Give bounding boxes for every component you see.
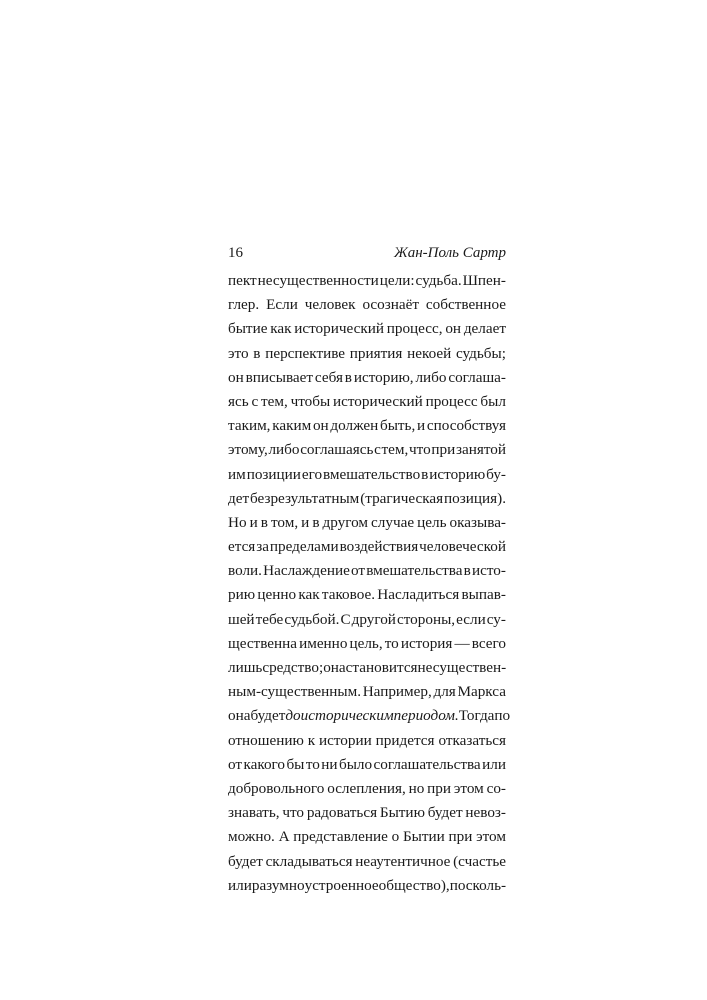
word: отношению xyxy=(228,731,304,749)
text-line xyxy=(228,729,506,753)
word: либо xyxy=(415,368,447,386)
word: С xyxy=(340,610,351,628)
word: будет xyxy=(250,707,286,725)
text-line xyxy=(228,317,506,341)
word: в xyxy=(260,513,268,531)
word: (счастье xyxy=(453,852,506,870)
word: процесс xyxy=(425,392,478,410)
word: позиция). xyxy=(444,489,506,507)
word: Бытию xyxy=(379,804,425,822)
word: к xyxy=(307,731,316,749)
word: тебе xyxy=(255,610,284,628)
word: средство; xyxy=(262,659,324,676)
word: су- xyxy=(486,610,506,628)
word: способствуя xyxy=(426,417,506,435)
word: пределами xyxy=(269,538,339,556)
word: если xyxy=(456,610,486,628)
word: судьбы; xyxy=(455,344,506,362)
word: складываться xyxy=(265,852,353,870)
text-line xyxy=(228,632,506,656)
word: судьбой. xyxy=(284,610,340,628)
word: вмешательства xyxy=(366,562,463,580)
word: этому, xyxy=(228,441,268,459)
word: выпав- xyxy=(461,586,506,604)
word: исто- xyxy=(471,562,506,580)
word: ется xyxy=(228,538,256,556)
word: некоей xyxy=(407,344,452,362)
word: делает xyxy=(463,320,506,338)
word: как xyxy=(298,586,320,604)
word: щественна xyxy=(228,634,298,652)
word: тем, xyxy=(261,392,288,410)
word: при xyxy=(431,441,456,459)
word: с xyxy=(251,392,259,410)
word: исторический xyxy=(294,320,384,338)
word: быть, xyxy=(379,417,416,435)
text-line xyxy=(228,753,506,777)
word: доисторическим xyxy=(285,707,394,725)
word: историю, xyxy=(353,368,414,386)
word: посколь- xyxy=(449,876,507,894)
word: человеческой xyxy=(419,538,506,556)
word: ясь xyxy=(228,392,249,410)
running-head xyxy=(228,240,506,267)
word: — xyxy=(454,634,470,652)
word: невоз- xyxy=(465,804,506,822)
word: добровольного xyxy=(228,779,325,797)
text-line xyxy=(228,680,506,704)
word: таким, xyxy=(228,417,271,435)
word: при xyxy=(448,828,473,846)
word: либо xyxy=(268,441,300,459)
word: будет xyxy=(427,804,463,822)
word: история xyxy=(400,634,453,652)
word: том, xyxy=(270,513,299,531)
word: представление xyxy=(293,828,388,846)
text-line xyxy=(228,293,506,317)
word: соглаша- xyxy=(448,368,506,386)
word: ослепления, xyxy=(327,779,406,797)
word: приятия xyxy=(349,344,403,362)
word: должен xyxy=(330,417,379,435)
word: в xyxy=(344,368,352,386)
word: лишь xyxy=(228,659,263,676)
word: и xyxy=(249,513,258,531)
word: можно. xyxy=(228,828,275,846)
text-line xyxy=(228,801,506,825)
word: Но xyxy=(228,513,247,531)
word: устроенное xyxy=(304,876,379,894)
word: таковое. xyxy=(321,586,376,604)
word: оказыва- xyxy=(449,513,506,531)
text-line xyxy=(228,583,506,607)
word: дет xyxy=(228,489,250,507)
word: цель xyxy=(417,513,447,531)
word: как xyxy=(270,320,292,338)
word: Тогда xyxy=(458,707,495,725)
word: им xyxy=(228,465,246,483)
word: другой xyxy=(351,610,396,628)
word: за xyxy=(256,538,269,556)
word: чтобы xyxy=(290,392,331,410)
word: его xyxy=(301,465,323,483)
word: Наслаждение xyxy=(263,562,350,580)
word: воздействия xyxy=(339,538,419,556)
word: в xyxy=(312,513,320,531)
word: перспективе xyxy=(265,344,346,362)
text-line xyxy=(228,438,506,462)
word: осознаёт xyxy=(362,296,419,314)
text-line xyxy=(228,874,506,898)
word: несуществен- xyxy=(417,659,507,676)
word: случае xyxy=(371,513,415,531)
word: пект xyxy=(228,272,257,289)
word: какого xyxy=(243,755,286,773)
word: Насладиться xyxy=(377,586,460,604)
word: ценно xyxy=(257,586,297,604)
word: и xyxy=(417,417,426,435)
word: в xyxy=(421,465,429,483)
word: Если xyxy=(266,296,298,314)
word: соглашаясь xyxy=(300,441,374,459)
word: в xyxy=(253,344,261,362)
word: каким xyxy=(272,417,312,435)
word: он xyxy=(312,417,329,435)
word: что xyxy=(282,804,305,822)
text-line xyxy=(228,463,506,487)
word: или xyxy=(482,755,506,773)
word: бытие xyxy=(228,320,268,338)
word: отказаться xyxy=(438,731,506,749)
word: несущественности xyxy=(257,272,379,289)
word: цели: xyxy=(379,272,415,289)
word: что xyxy=(409,441,431,459)
word: позиции xyxy=(246,465,301,483)
text-line xyxy=(228,535,506,559)
word: этом xyxy=(476,828,506,846)
word: историю xyxy=(429,465,486,483)
word: Бытии xyxy=(402,828,445,846)
word: истории xyxy=(319,731,372,749)
word: Например, xyxy=(362,683,432,701)
word: но xyxy=(408,779,425,797)
word: будет xyxy=(228,852,263,870)
text-line xyxy=(228,825,506,849)
text-line xyxy=(228,777,506,801)
word: стороны, xyxy=(396,610,456,628)
word: вписывает xyxy=(245,368,314,386)
word: общество), xyxy=(378,876,450,894)
text-line xyxy=(228,414,506,438)
word: соглашательства xyxy=(373,755,481,773)
word: человек xyxy=(304,296,356,314)
word: бы xyxy=(286,755,305,773)
word: другом xyxy=(322,513,369,531)
body-text xyxy=(228,269,511,898)
word: было xyxy=(339,755,373,773)
word: безрезультатным xyxy=(250,489,360,507)
word: Маркса xyxy=(457,683,506,701)
word: шей xyxy=(228,610,255,628)
word: рию xyxy=(228,586,256,604)
word: А xyxy=(278,828,290,846)
text-line xyxy=(228,390,506,414)
word: то xyxy=(305,755,320,773)
word: неаутентичное xyxy=(355,852,451,870)
word: это xyxy=(228,344,249,362)
book-page xyxy=(228,240,511,898)
text-line xyxy=(228,704,511,728)
text-line xyxy=(228,269,506,293)
text-line xyxy=(228,656,506,680)
word: вмешательство xyxy=(322,465,421,483)
word: (трагическая xyxy=(360,489,444,507)
word: по xyxy=(494,707,511,725)
text-line xyxy=(228,366,506,390)
word: периодом. xyxy=(393,707,459,725)
word: бу- xyxy=(486,465,506,483)
word: глер. xyxy=(228,296,260,314)
word: судьба. xyxy=(415,272,462,289)
word: от xyxy=(351,562,366,580)
word: он xyxy=(228,368,244,386)
word: придется xyxy=(375,731,435,749)
word: именно xyxy=(299,634,348,652)
word: цель, xyxy=(349,634,383,652)
word: радоваться xyxy=(306,804,378,822)
word: в xyxy=(463,562,471,580)
word: этом xyxy=(453,779,484,797)
word: занятой xyxy=(455,441,506,459)
word: и xyxy=(301,513,310,531)
word: она xyxy=(228,707,251,725)
text-line xyxy=(228,511,506,535)
word: о xyxy=(391,828,400,846)
text-line xyxy=(228,342,506,366)
word: с xyxy=(374,441,381,459)
word: или xyxy=(228,876,252,894)
word: исторический xyxy=(333,392,423,410)
page-number: 16 xyxy=(228,245,243,261)
word: то xyxy=(384,634,399,652)
text-line xyxy=(228,559,506,583)
word: был xyxy=(480,392,506,410)
word: всего xyxy=(471,634,506,652)
word: разумно xyxy=(251,876,305,894)
word: ни xyxy=(321,755,338,773)
word: для xyxy=(433,683,456,701)
text-line xyxy=(228,850,506,874)
word: при xyxy=(427,779,452,797)
text-line xyxy=(228,608,506,632)
word: собственное xyxy=(425,296,506,314)
word: процесс, xyxy=(386,320,443,338)
word: тем, xyxy=(381,441,409,459)
word: становится xyxy=(345,659,418,676)
word: Шпен- xyxy=(462,272,506,289)
text-line xyxy=(228,487,506,511)
word: она xyxy=(323,659,346,676)
word: ным-существенным. xyxy=(228,683,362,701)
word: воли. xyxy=(228,562,262,580)
word: он xyxy=(445,320,462,338)
running-title: Жан-Поль Сартр xyxy=(394,245,506,261)
word: себя xyxy=(314,368,343,386)
word: со- xyxy=(486,779,506,797)
word: знавать, xyxy=(228,804,280,822)
word: от xyxy=(228,755,243,773)
